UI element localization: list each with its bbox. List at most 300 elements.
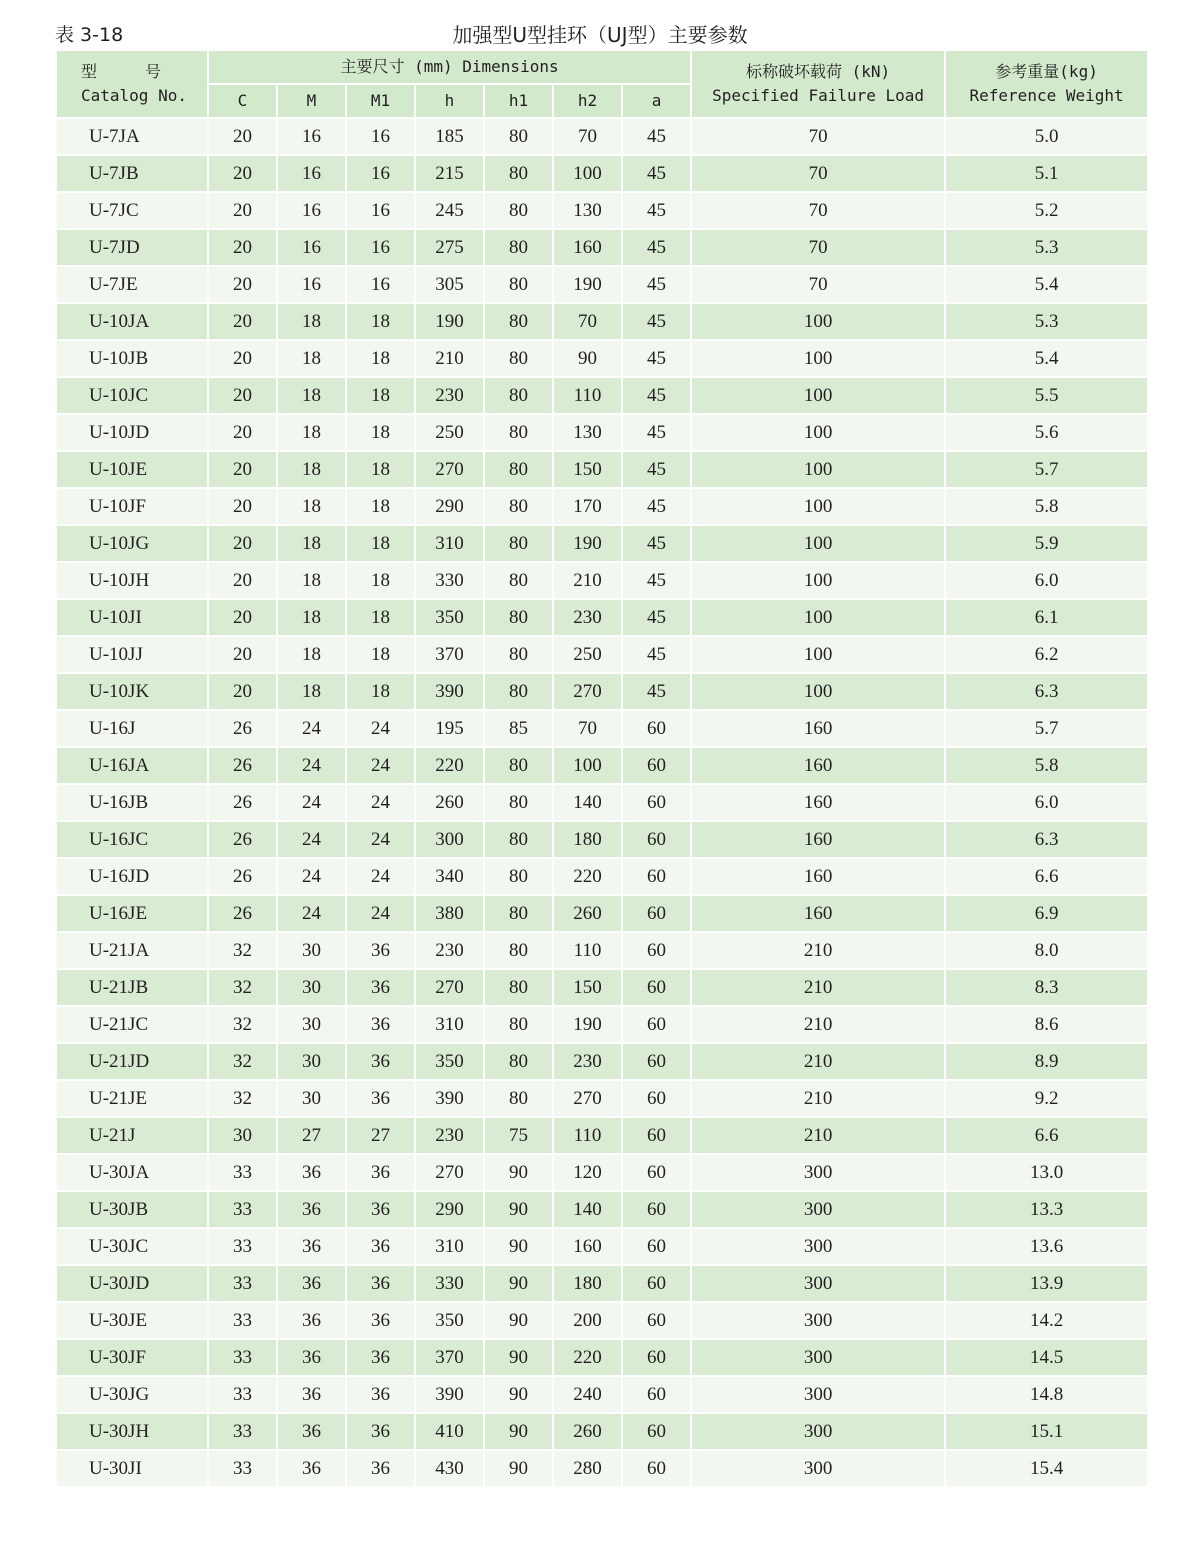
cell-m1: 36 (346, 932, 415, 969)
table-row (56, 1302, 1148, 1339)
cell-c: 26 (208, 784, 277, 821)
cell-model: U-16J (56, 710, 208, 747)
cell-h1: 80 (484, 1006, 553, 1043)
cell-h1: 80 (484, 969, 553, 1006)
cell-failure-load: 210 (691, 1006, 945, 1043)
cell-h1: 90 (484, 1413, 553, 1450)
cell-h2: 220 (553, 1339, 622, 1376)
table-row (56, 1450, 1148, 1487)
table-row (56, 340, 1148, 377)
cell-m: 24 (277, 821, 346, 858)
cell-c: 33 (208, 1265, 277, 1302)
cell-a: 45 (622, 673, 691, 710)
cell-m1: 27 (346, 1117, 415, 1154)
table-row (56, 414, 1148, 451)
cell-weight: 15.1 (945, 1413, 1148, 1450)
cell-a: 60 (622, 895, 691, 932)
cell-weight: 9.2 (945, 1080, 1148, 1117)
cell-weight: 13.0 (945, 1154, 1148, 1191)
cell-model: U-10JG (56, 525, 208, 562)
cell-weight: 5.2 (945, 192, 1148, 229)
cell-c: 20 (208, 118, 277, 155)
cell-h2: 280 (553, 1450, 622, 1487)
cell-a: 45 (622, 155, 691, 192)
cell-a: 60 (622, 1376, 691, 1413)
cell-h1: 80 (484, 562, 553, 599)
cell-m: 36 (277, 1339, 346, 1376)
cell-h: 270 (415, 1154, 484, 1191)
cell-h: 230 (415, 932, 484, 969)
cell-h: 300 (415, 821, 484, 858)
cell-m1: 24 (346, 710, 415, 747)
cell-h2: 180 (553, 1265, 622, 1302)
cell-weight: 6.6 (945, 858, 1148, 895)
cell-h1: 80 (484, 266, 553, 303)
cell-failure-load: 70 (691, 155, 945, 192)
cell-h1: 90 (484, 1228, 553, 1265)
table-row (56, 1265, 1148, 1302)
cell-m1: 36 (346, 1228, 415, 1265)
cell-weight: 5.4 (945, 266, 1148, 303)
cell-model: U-10JH (56, 562, 208, 599)
cell-failure-load: 100 (691, 340, 945, 377)
cell-h: 195 (415, 710, 484, 747)
cell-h: 380 (415, 895, 484, 932)
cell-h: 210 (415, 340, 484, 377)
cell-h1: 80 (484, 451, 553, 488)
cell-h2: 210 (553, 562, 622, 599)
table-row (56, 155, 1148, 192)
cell-weight: 13.6 (945, 1228, 1148, 1265)
header-a: a (622, 84, 691, 118)
cell-failure-load: 100 (691, 599, 945, 636)
cell-m: 36 (277, 1191, 346, 1228)
cell-a: 45 (622, 451, 691, 488)
cell-m: 18 (277, 636, 346, 673)
cell-weight: 15.4 (945, 1450, 1148, 1487)
cell-m1: 18 (346, 488, 415, 525)
cell-model: U-30JI (56, 1450, 208, 1487)
cell-h1: 80 (484, 636, 553, 673)
table-row (56, 229, 1148, 266)
cell-model: U-30JH (56, 1413, 208, 1450)
cell-h2: 90 (553, 340, 622, 377)
cell-m1: 18 (346, 340, 415, 377)
table-row (56, 118, 1148, 155)
cell-c: 20 (208, 673, 277, 710)
cell-weight: 5.3 (945, 303, 1148, 340)
cell-c: 33 (208, 1413, 277, 1450)
cell-weight: 5.1 (945, 155, 1148, 192)
cell-m: 24 (277, 784, 346, 821)
cell-m: 27 (277, 1117, 346, 1154)
cell-c: 20 (208, 525, 277, 562)
cell-failure-load: 70 (691, 192, 945, 229)
cell-m: 18 (277, 488, 346, 525)
cell-h1: 80 (484, 673, 553, 710)
cell-h: 310 (415, 1228, 484, 1265)
table-row (56, 1228, 1148, 1265)
cell-h: 330 (415, 1265, 484, 1302)
cell-a: 60 (622, 1043, 691, 1080)
cell-a: 45 (622, 118, 691, 155)
cell-c: 32 (208, 1080, 277, 1117)
cell-h2: 110 (553, 1117, 622, 1154)
cell-h: 215 (415, 155, 484, 192)
cell-c: 20 (208, 229, 277, 266)
cell-a: 60 (622, 710, 691, 747)
cell-model: U-21JE (56, 1080, 208, 1117)
cell-h: 290 (415, 488, 484, 525)
cell-model: U-30JC (56, 1228, 208, 1265)
cell-m: 30 (277, 1043, 346, 1080)
table-row (56, 969, 1148, 1006)
table-row (56, 1117, 1148, 1154)
cell-h2: 110 (553, 932, 622, 969)
cell-model: U-10JE (56, 451, 208, 488)
table-row (56, 192, 1148, 229)
table-row (56, 1191, 1148, 1228)
cell-a: 60 (622, 784, 691, 821)
cell-h: 390 (415, 1080, 484, 1117)
cell-h2: 100 (553, 155, 622, 192)
cell-h1: 80 (484, 192, 553, 229)
cell-m: 24 (277, 747, 346, 784)
cell-failure-load: 300 (691, 1154, 945, 1191)
cell-a: 60 (622, 1413, 691, 1450)
cell-h1: 90 (484, 1265, 553, 1302)
cell-weight: 8.9 (945, 1043, 1148, 1080)
cell-weight: 6.6 (945, 1117, 1148, 1154)
cell-c: 20 (208, 303, 277, 340)
cell-weight: 6.0 (945, 784, 1148, 821)
cell-c: 33 (208, 1302, 277, 1339)
cell-c: 26 (208, 895, 277, 932)
cell-h: 330 (415, 562, 484, 599)
table-row (56, 562, 1148, 599)
cell-m1: 36 (346, 1043, 415, 1080)
header-c: C (208, 84, 277, 118)
cell-h2: 70 (553, 710, 622, 747)
cell-weight: 13.9 (945, 1265, 1148, 1302)
header-catalog-en: Catalog No. (81, 86, 187, 105)
cell-h: 350 (415, 599, 484, 636)
cell-model: U-16JB (56, 784, 208, 821)
cell-m1: 24 (346, 895, 415, 932)
cell-failure-load: 300 (691, 1302, 945, 1339)
header-h2: h2 (553, 84, 622, 118)
header-load-cn: 标称破坏载荷 (kN) (745, 62, 891, 81)
cell-m: 18 (277, 599, 346, 636)
cell-h: 230 (415, 377, 484, 414)
cell-m: 16 (277, 229, 346, 266)
table-row (56, 821, 1148, 858)
cell-h: 250 (415, 414, 484, 451)
cell-h: 220 (415, 747, 484, 784)
cell-a: 60 (622, 1006, 691, 1043)
cell-weight: 14.8 (945, 1376, 1148, 1413)
cell-weight: 6.3 (945, 821, 1148, 858)
cell-m1: 36 (346, 1413, 415, 1450)
table-row (56, 932, 1148, 969)
cell-model: U-30JD (56, 1265, 208, 1302)
cell-weight: 5.5 (945, 377, 1148, 414)
header-m1: M1 (346, 84, 415, 118)
cell-h2: 270 (553, 673, 622, 710)
cell-failure-load: 100 (691, 673, 945, 710)
cell-a: 45 (622, 525, 691, 562)
cell-m: 36 (277, 1265, 346, 1302)
cell-m1: 18 (346, 562, 415, 599)
cell-h2: 130 (553, 414, 622, 451)
cell-h: 370 (415, 1339, 484, 1376)
header-catalog-cn: 型 号 (81, 62, 162, 81)
table-row (56, 858, 1148, 895)
cell-m1: 16 (346, 266, 415, 303)
cell-a: 45 (622, 303, 691, 340)
cell-c: 33 (208, 1339, 277, 1376)
header-weight-cn: 参考重量(kg) (995, 62, 1098, 81)
cell-h: 410 (415, 1413, 484, 1450)
header-reference-weight (945, 50, 1148, 118)
cell-m1: 24 (346, 821, 415, 858)
cell-h2: 70 (553, 303, 622, 340)
cell-model: U-21JB (56, 969, 208, 1006)
cell-c: 33 (208, 1228, 277, 1265)
cell-model: U-10JD (56, 414, 208, 451)
cell-h2: 240 (553, 1376, 622, 1413)
cell-failure-load: 100 (691, 636, 945, 673)
cell-weight: 5.9 (945, 525, 1148, 562)
cell-c: 20 (208, 266, 277, 303)
cell-failure-load: 70 (691, 266, 945, 303)
cell-weight: 6.0 (945, 562, 1148, 599)
cell-m1: 18 (346, 451, 415, 488)
cell-h2: 100 (553, 747, 622, 784)
cell-h2: 250 (553, 636, 622, 673)
cell-h2: 130 (553, 192, 622, 229)
cell-h1: 90 (484, 1302, 553, 1339)
cell-h2: 200 (553, 1302, 622, 1339)
cell-h1: 80 (484, 599, 553, 636)
cell-failure-load: 160 (691, 821, 945, 858)
cell-c: 26 (208, 858, 277, 895)
cell-m: 30 (277, 969, 346, 1006)
cell-failure-load: 300 (691, 1265, 945, 1302)
cell-h2: 140 (553, 1191, 622, 1228)
cell-a: 60 (622, 821, 691, 858)
cell-c: 20 (208, 377, 277, 414)
cell-h2: 160 (553, 229, 622, 266)
cell-m: 18 (277, 562, 346, 599)
cell-m1: 36 (346, 1006, 415, 1043)
cell-h1: 80 (484, 488, 553, 525)
cell-a: 60 (622, 1117, 691, 1154)
cell-failure-load: 160 (691, 747, 945, 784)
cell-m1: 16 (346, 192, 415, 229)
cell-h: 370 (415, 636, 484, 673)
table-row (56, 599, 1148, 636)
cell-h2: 190 (553, 525, 622, 562)
cell-a: 45 (622, 229, 691, 266)
cell-weight: 6.2 (945, 636, 1148, 673)
table-row (56, 377, 1148, 414)
cell-failure-load: 70 (691, 229, 945, 266)
cell-failure-load: 300 (691, 1191, 945, 1228)
cell-a: 45 (622, 599, 691, 636)
cell-m: 16 (277, 118, 346, 155)
cell-model: U-30JE (56, 1302, 208, 1339)
cell-h1: 85 (484, 710, 553, 747)
cell-a: 60 (622, 969, 691, 1006)
cell-h: 350 (415, 1302, 484, 1339)
cell-model: U-7JB (56, 155, 208, 192)
cell-h1: 80 (484, 303, 553, 340)
cell-m1: 36 (346, 1339, 415, 1376)
cell-h1: 80 (484, 1043, 553, 1080)
cell-h2: 150 (553, 969, 622, 1006)
table-row (56, 710, 1148, 747)
cell-model: U-10JC (56, 377, 208, 414)
cell-c: 20 (208, 636, 277, 673)
cell-model: U-7JC (56, 192, 208, 229)
cell-h2: 160 (553, 1228, 622, 1265)
header-h: h (415, 84, 484, 118)
cell-c: 33 (208, 1154, 277, 1191)
cell-h1: 80 (484, 155, 553, 192)
cell-h: 305 (415, 266, 484, 303)
cell-h1: 80 (484, 784, 553, 821)
cell-h: 275 (415, 229, 484, 266)
cell-c: 32 (208, 1043, 277, 1080)
cell-c: 20 (208, 192, 277, 229)
table-row (56, 747, 1148, 784)
table-row (56, 1339, 1148, 1376)
cell-a: 45 (622, 266, 691, 303)
cell-m: 16 (277, 155, 346, 192)
cell-m: 18 (277, 525, 346, 562)
cell-failure-load: 160 (691, 784, 945, 821)
cell-model: U-10JK (56, 673, 208, 710)
cell-m: 36 (277, 1228, 346, 1265)
cell-model: U-7JD (56, 229, 208, 266)
cell-failure-load: 100 (691, 525, 945, 562)
cell-weight: 5.0 (945, 118, 1148, 155)
cell-failure-load: 100 (691, 562, 945, 599)
cell-model: U-16JC (56, 821, 208, 858)
cell-failure-load: 210 (691, 932, 945, 969)
cell-failure-load: 100 (691, 303, 945, 340)
cell-h1: 90 (484, 1450, 553, 1487)
cell-model: U-10JJ (56, 636, 208, 673)
cell-m: 36 (277, 1154, 346, 1191)
cell-h: 310 (415, 1006, 484, 1043)
cell-a: 60 (622, 1302, 691, 1339)
cell-a: 45 (622, 192, 691, 229)
cell-m: 36 (277, 1450, 346, 1487)
cell-m: 18 (277, 340, 346, 377)
cell-weight: 5.8 (945, 747, 1148, 784)
cell-h1: 90 (484, 1154, 553, 1191)
cell-weight: 14.5 (945, 1339, 1148, 1376)
cell-model: U-30JA (56, 1154, 208, 1191)
cell-failure-load: 100 (691, 377, 945, 414)
cell-h: 185 (415, 118, 484, 155)
table-row (56, 636, 1148, 673)
cell-weight: 14.2 (945, 1302, 1148, 1339)
header-m: M (277, 84, 346, 118)
cell-m: 18 (277, 451, 346, 488)
cell-c: 32 (208, 1006, 277, 1043)
cell-h1: 80 (484, 821, 553, 858)
table-row (56, 525, 1148, 562)
header-weight-en: Reference Weight (969, 86, 1124, 105)
cell-a: 60 (622, 1265, 691, 1302)
cell-h2: 150 (553, 451, 622, 488)
cell-a: 60 (622, 1450, 691, 1487)
cell-m1: 36 (346, 969, 415, 1006)
cell-weight: 5.7 (945, 710, 1148, 747)
cell-model: U-21JA (56, 932, 208, 969)
cell-c: 20 (208, 155, 277, 192)
table-row (56, 303, 1148, 340)
cell-model: U-16JA (56, 747, 208, 784)
cell-failure-load: 210 (691, 969, 945, 1006)
table-row (56, 451, 1148, 488)
cell-c: 20 (208, 451, 277, 488)
cell-h1: 80 (484, 525, 553, 562)
cell-model: U-21JC (56, 1006, 208, 1043)
cell-m: 30 (277, 1080, 346, 1117)
cell-failure-load: 210 (691, 1117, 945, 1154)
cell-weight: 5.6 (945, 414, 1148, 451)
cell-m: 24 (277, 858, 346, 895)
cell-m1: 36 (346, 1376, 415, 1413)
cell-m1: 16 (346, 118, 415, 155)
table-row (56, 895, 1148, 932)
table-row (56, 784, 1148, 821)
cell-model: U-10JA (56, 303, 208, 340)
cell-h: 245 (415, 192, 484, 229)
cell-h1: 75 (484, 1117, 553, 1154)
cell-failure-load: 300 (691, 1413, 945, 1450)
cell-model: U-21J (56, 1117, 208, 1154)
cell-h2: 220 (553, 858, 622, 895)
cell-h1: 80 (484, 747, 553, 784)
cell-c: 32 (208, 969, 277, 1006)
cell-m1: 18 (346, 303, 415, 340)
cell-weight: 5.7 (945, 451, 1148, 488)
cell-m1: 36 (346, 1450, 415, 1487)
cell-h: 290 (415, 1191, 484, 1228)
cell-m: 30 (277, 1006, 346, 1043)
cell-a: 45 (622, 414, 691, 451)
cell-h2: 110 (553, 377, 622, 414)
cell-h1: 80 (484, 414, 553, 451)
cell-model: U-7JA (56, 118, 208, 155)
cell-m: 30 (277, 932, 346, 969)
cell-c: 30 (208, 1117, 277, 1154)
header-catalog-no (56, 50, 208, 118)
cell-h1: 90 (484, 1376, 553, 1413)
cell-weight: 6.1 (945, 599, 1148, 636)
cell-model: U-21JD (56, 1043, 208, 1080)
cell-m: 18 (277, 303, 346, 340)
cell-a: 60 (622, 1228, 691, 1265)
table-number: 表 3-18 (55, 24, 124, 46)
cell-weight: 5.4 (945, 340, 1148, 377)
cell-a: 60 (622, 1191, 691, 1228)
